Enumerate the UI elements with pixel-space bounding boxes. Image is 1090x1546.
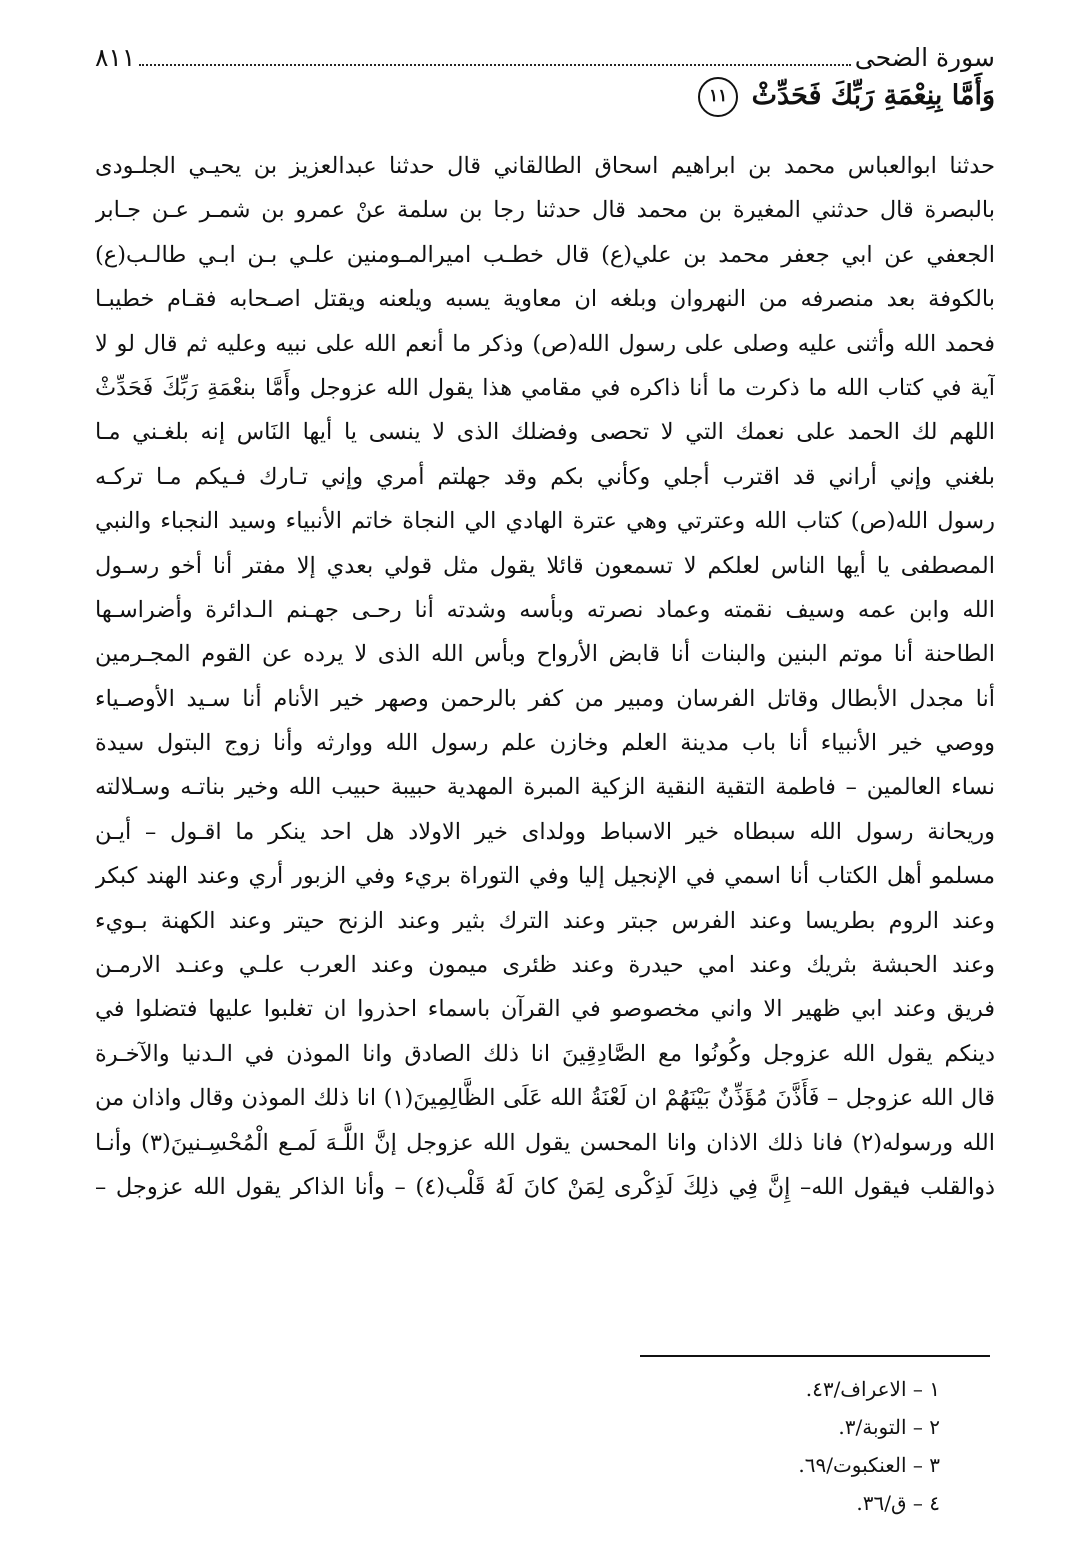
footnote-item: ٤ – ق/٣٦. bbox=[856, 1491, 940, 1515]
page-header bbox=[95, 40, 995, 130]
text-line: الله ورسوله(٢) فانا ذلك الاذان وانا المحسن يقول الله عزوجل إنَّ اللَّـهَ لَمـع الْمُحْسِـنينَ(٣) وأنـا bbox=[95, 1129, 995, 1156]
text-line: نساء العالمين – فاطمة التقية النقية الزكية المبرة المهدية حبيبة حبيب الله وخير بناتـه وسـلالته bbox=[95, 774, 995, 801]
running-header bbox=[95, 40, 995, 76]
dotted-leader bbox=[139, 64, 851, 66]
text-line: اللهم لك الحمد على نعمك التي لا تحصى وفضلك الذى لا ينسى يا أيها النَاس إنه بلغـني مـا bbox=[95, 419, 995, 446]
main-text bbox=[95, 144, 995, 1209]
footnote-divider bbox=[640, 1355, 990, 1357]
text-line: بلغني وإني أراني قد اقترب أجلي وكأني بكم وقد جهلتم أمري وإني تـارك فـيكم مـا تركـه bbox=[95, 463, 995, 490]
text-line: قال الله عزوجل – فَأَذَّنَ مُؤَذِّنٌ بَيْنَهُمْ ان لَعْنَةُ الله عَلَى الظَّالِمِينَ(١) انا ذلك الموذن وقال واذان من bbox=[95, 1085, 995, 1112]
footnotes bbox=[798, 1370, 940, 1522]
text-line: وعند الحبشة بثريك وعند امي حيدرة وعند ظئرى ميمون وعند العرب علـي وعنـد الارمـن bbox=[95, 952, 995, 979]
text-line: فحمد الله وأثنى عليه وصلى على رسول الله(ص) وذكر ما أنعم الله على نبيه وعليه ثم قال لو لا bbox=[95, 330, 995, 357]
verse-number: ١١ bbox=[709, 85, 728, 106]
footnote-item: ٣ – العنكبوت/٦٩. bbox=[798, 1453, 940, 1477]
text-line: أنا مجدل الأبطال وقاتل الفرسان ومبير من كفر بالرحمن وصهر خير الأنام أنا سـيد الأوصـياء bbox=[95, 685, 995, 712]
text-line: ووصي خير الأنبياء أنا باب مدينة العلم وخازن علم رسول الله ووارثه وأنا زوج البتول سيدة bbox=[95, 730, 995, 757]
footnote-item: ١ – الاعراف/٤٣. bbox=[805, 1377, 940, 1401]
verse-number-badge bbox=[698, 77, 738, 117]
footnote-item: ٢ – التوبة/٣. bbox=[838, 1415, 940, 1439]
text-line: ذوالقلب فيقول الله– إِنَّ فِي ذلِكَ لَذِكْرى لِمَنْ كانَ لَهُ قَلْب(٤) – وأنا الذاكر يقول الله عزوجل – bbox=[95, 1173, 995, 1200]
page-number: ٨١١ bbox=[95, 43, 136, 72]
text-line: دينكم يقول الله عزوجل وكُونُوا مع الصَّادِقِينَ انا ذلك الصادق وانا الموذن في الـدنيا والآخـرة bbox=[95, 1040, 995, 1067]
text-line: بالكوفة بعد منصرفه من النهروان وبلغه ان معاوية يسبه ويلعنه ويقتل اصـحابه فقـام خطيبـا bbox=[95, 286, 995, 313]
text-line: الجعفي عن ابي جعفر محمد بن علي(ع) قال خطـب اميرالمـومنين علـي بـن ابـي طالـب(ع) bbox=[95, 241, 995, 268]
text-line: وعند الروم بطريسا وعند الفرس جبتر وعند الترك بثير وعند الزنح حيتر وعند الكهنة بـويء bbox=[95, 907, 995, 934]
text-line: رسول الله(ص) كتاب الله وعترتي وهي عترة الهادي الي النجاة خاتم الأنبياء وسيد النجباء والنبي bbox=[95, 508, 995, 535]
surah-title: سورة الضحى bbox=[854, 43, 995, 72]
text-line: آية في كتاب الله ما ذكرت ما أنا ذاكره في مقامي هذا يقول الله عزوجل وأَمَّا بنعْمَةِ رَبِّكَ فَحَدِّثْ bbox=[95, 374, 995, 401]
text-line: الله وابن عمه وسيف نقمته وعماد نصرته وبأسه وشدته أنا رحـى جهـنم الـدائرة وأضراسـها bbox=[95, 596, 995, 623]
text-line: الطاحنة أنا موتم البنين والبنات أنا قابض الأرواح وبأس الله الذى لا يرده عن القوم المجـرمين bbox=[95, 641, 995, 668]
verse-text: وَأَمَّا بِنِعْمَةِ رَبِّكَ فَحَدِّثْ bbox=[751, 80, 995, 111]
text-line: وريحانة رسول الله سبطاه خير الاسباط وولداى خير الاولاد هل احد ينكر ما اقـول – أيـن bbox=[95, 818, 995, 845]
text-line: حدثنا ابوالعباس محمد بن ابراهيم اسحاق الطالقاني قال حدثنا عبدالعزيز بن يحيـي الجلـودى bbox=[95, 153, 995, 179]
text-line: مسلمو أهل الكتاب أنا اسمي في الإنجيل إليا وفي التوراة بريء وفي الزبور أري وعند الهند كبكر bbox=[95, 863, 995, 890]
text-line: بالبصرة قال حدثني المغيرة بن محمد قال حدثنا رجا بن سلمة عنْ عمرو بن شمـر عـن جـابر bbox=[95, 197, 995, 224]
verse-heading bbox=[95, 76, 995, 117]
text-line: فريق وعند ابي ظهير الا واني مخصوصو في القرآن باسماء احذروا ان تغلبوا عليها فتضلوا في bbox=[95, 996, 995, 1023]
text-line: المصطفى يا أيها الناس لعلكم لا تسمعون قائلا يقول مثل قولي بعدي إلا مفتر أنا أخو رسـول bbox=[95, 552, 995, 579]
